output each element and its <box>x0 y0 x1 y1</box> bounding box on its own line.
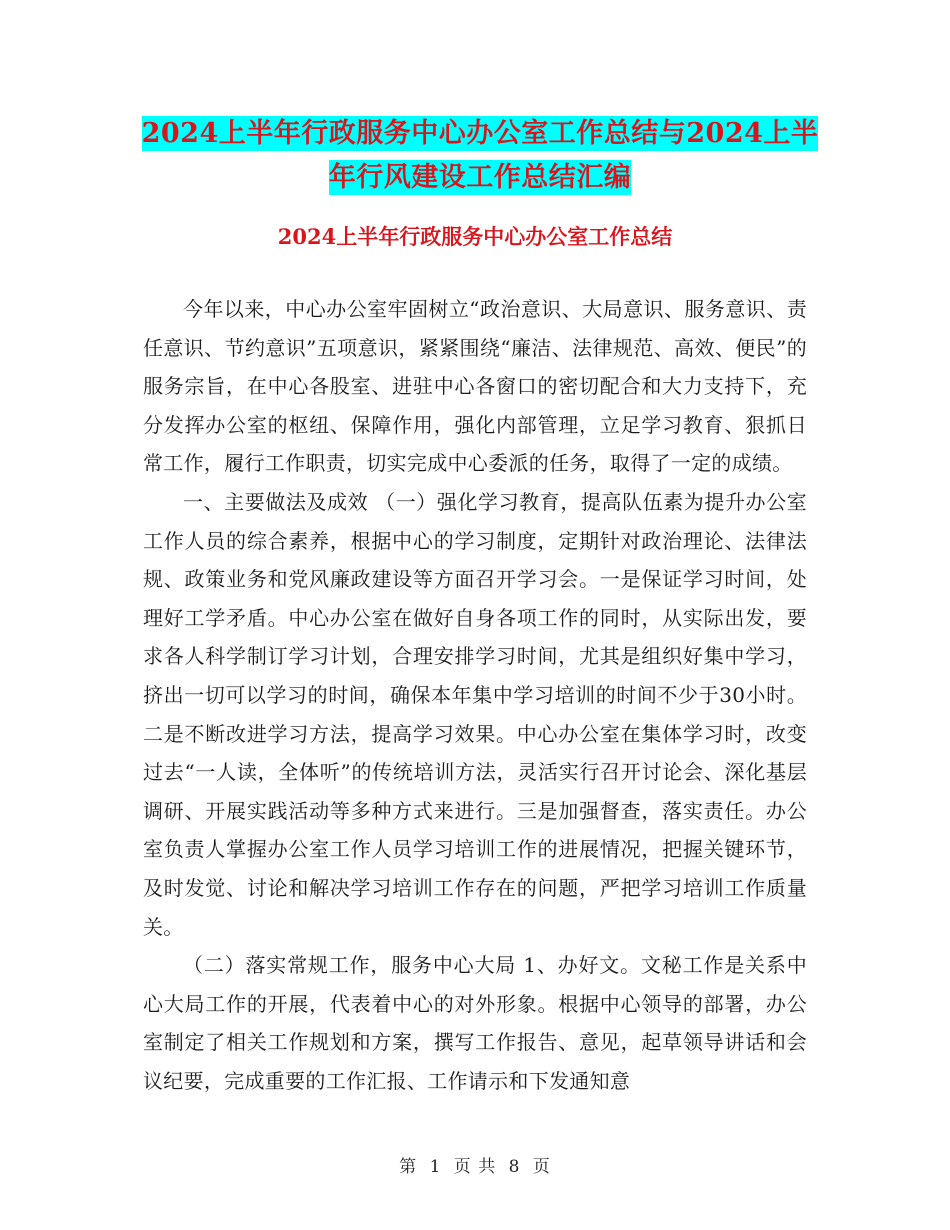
paragraph-2: 一、主要做法及成效 （一）强化学习教育，提高队伍素为提升办公室工作人员的综合素养，根据中心的学习制度，定期针对政治理论、法律法规、政策业务和党风廉政建设等方面召开学习会。一是保证学习时间，处理好工学矛盾。中心办公室在做好自身各项工作的同时，从实际出发，要求各人科学制订学习计划，合理安排学习时间，尤其是组织好集中学习，挤出一切可以学习的时间，确保本年集中学习培训的时间不少于30小时。二是不断改进学习方法，提高学习效果。中心办公室在集体学习时，改变过去“一人读，全体听”的传统培训方法，灵活实行召开讨论会、深化基层调研、开展实践活动等多种方式来进行。三是加强督查，落实责任。办公室负责人掌握办公室工作人员学习培训工作的进展情况，把握关键环节，及时发觉、讨论和解决学习培训工作存在的问题，严把学习培训工作质量关。 <box>143 489 807 939</box>
footer-mid: 页 共 <box>453 1157 497 1177</box>
page-footer <box>0 1152 950 1177</box>
document-title-line-1: 2024上半年行政服务中心办公室工作总结与2024上半 <box>141 118 819 149</box>
footer-prefix: 第 <box>399 1157 418 1177</box>
footer-total-pages: 8 <box>508 1157 521 1177</box>
footer-page-number: 1 <box>429 1157 442 1177</box>
paragraph-3: （二）落实常规工作，服务中心大局 1、办好文。文秘工作是关系中心大局工作的开展，代表着中心的对外形象。根据中心领导的部署，办公室制定了相关工作规划和方案，撰写工作报告、意见，起草领导讲话和会议纪要，完成重要的工作汇报、工作请示和下发通知意 <box>143 953 807 1093</box>
document-title-line-2: 年行风建设工作总结汇编 <box>328 162 632 193</box>
document-title <box>140 112 820 200</box>
section-title: 2024上半年行政服务中心办公室工作总结 <box>277 224 673 249</box>
paragraph-1: 今年以来，中心办公室牢固树立“政治意识、大局意识、服务意识、责任意识、节约意识”五项意识，紧紧围绕“廉洁、法律规范、高效、便民”的服务宗旨，在中心各股室、进驻中心各窗口的密切配合和大力支持下，充分发挥办公室的枢纽、保障作用，强化内部管理，立足学习教育、狠抓日常工作，履行工作职责，切实完成中心委派的任务，取得了一定的成绩。 <box>143 297 807 476</box>
document-body <box>143 290 807 1100</box>
footer-suffix: 页 <box>532 1157 551 1177</box>
